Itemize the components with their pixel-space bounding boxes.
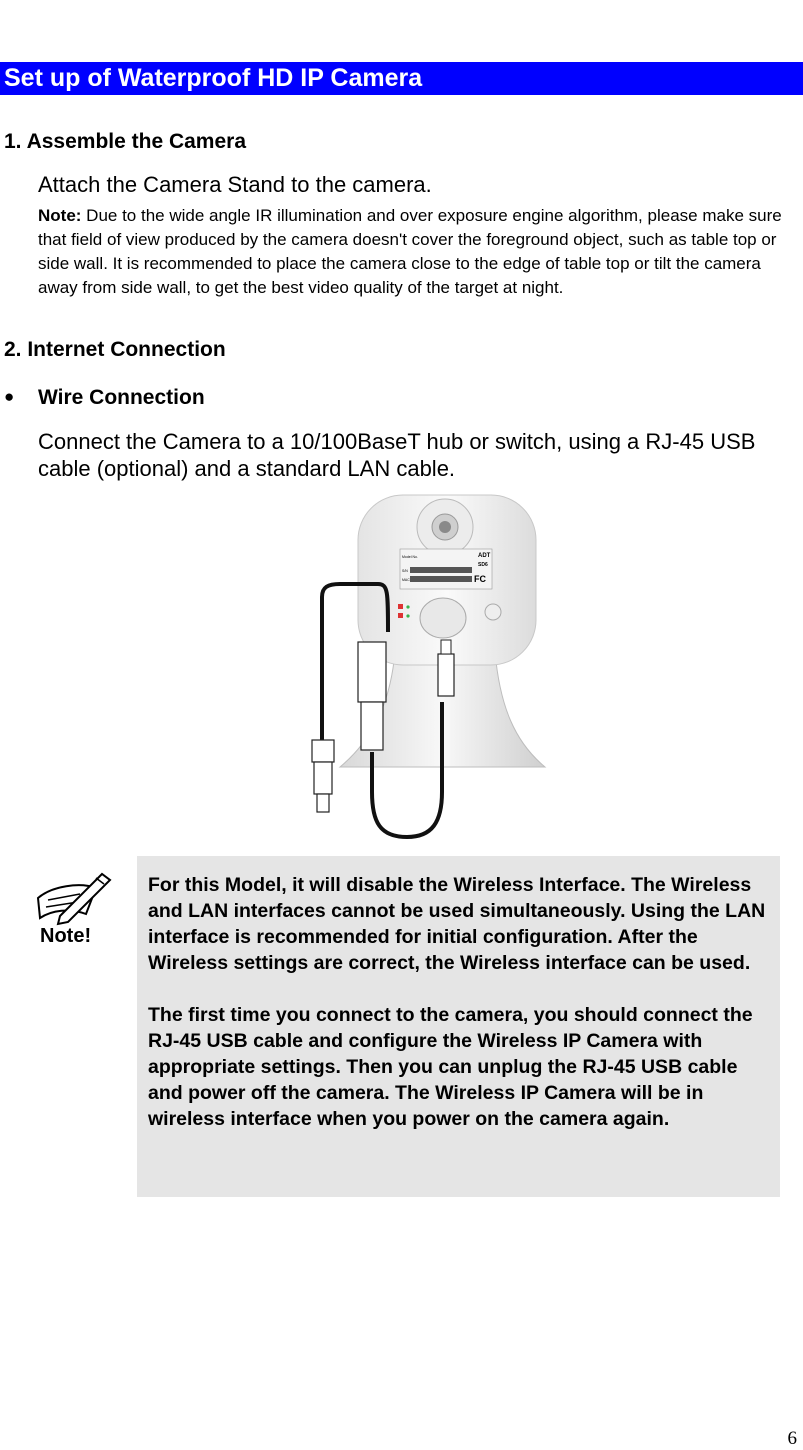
page-number: 6 — [787, 1428, 797, 1449]
reset-button-icon — [485, 604, 501, 620]
usb-connector-icon — [438, 654, 454, 696]
barcode-sn — [410, 567, 472, 573]
fcc-logo: FC — [474, 574, 486, 584]
label-brand: ADT — [478, 553, 491, 559]
step2-instruction: Connect the Camera to a 10/100BaseT hub or switch, using a RJ-45 USB cable (optional) and a standard LAN cable. — [38, 429, 756, 481]
step2-heading: 2. Internet Connection — [4, 338, 226, 361]
note-pencil-icon — [30, 864, 112, 946]
led-icon — [406, 614, 409, 617]
led-icon — [406, 605, 409, 608]
note-label: Note: — [38, 206, 82, 225]
rj45-connector-icon — [312, 740, 334, 762]
section-title: Set up of Waterproof HD IP Camera — [0, 62, 803, 95]
barcode-mac — [410, 576, 472, 582]
note-body: Due to the wide angle IR illumination and over exposure engine algorithm, please make sure that field of view produced by the camera doesn't cover the foreground object, such as table top or side wall. It is recommended to place the camera close to the edge of table top or tilt the camera away from side wall, to get the best video quality of the target at night. — [38, 206, 782, 297]
step1-note — [38, 204, 803, 300]
label-sn: S/N — [402, 569, 408, 573]
stand-joint — [420, 598, 466, 638]
note-box — [137, 856, 780, 1197]
label-model-no: Model No. — [402, 555, 418, 559]
rj45-connector-icon — [358, 642, 386, 702]
step1-heading: 1. Assemble the Camera — [4, 130, 247, 153]
label-model: SD6 — [478, 562, 488, 568]
note-icon-label: Note! — [40, 925, 92, 946]
label-mac: MAC — [402, 578, 410, 582]
note-paragraph-1: For this Model, it will disable the Wireless Interface. The Wireless and LAN interfaces cannot be used simultaneously. Using the LAN interface is recommended for initial configuration. After the Wireless settings are correct, the Wireless interface can be used. — [148, 874, 766, 974]
note-paragraph-2: The first time you connect to the camera, you should connect the RJ-45 USB cable and configure the Wireless IP Camera with appropriate settings. Then you can unplug the RJ-45 USB cable and power off the camera. The Wireless IP Camera will be in wireless interface when you power on the camera again. — [148, 1004, 753, 1130]
camera-connection-illustration — [300, 492, 555, 840]
bullet-icon: ● — [4, 387, 15, 406]
step1-instruction: Attach the Camera Stand to the camera. — [38, 172, 432, 197]
wire-connection-heading: Wire Connection — [38, 386, 205, 409]
